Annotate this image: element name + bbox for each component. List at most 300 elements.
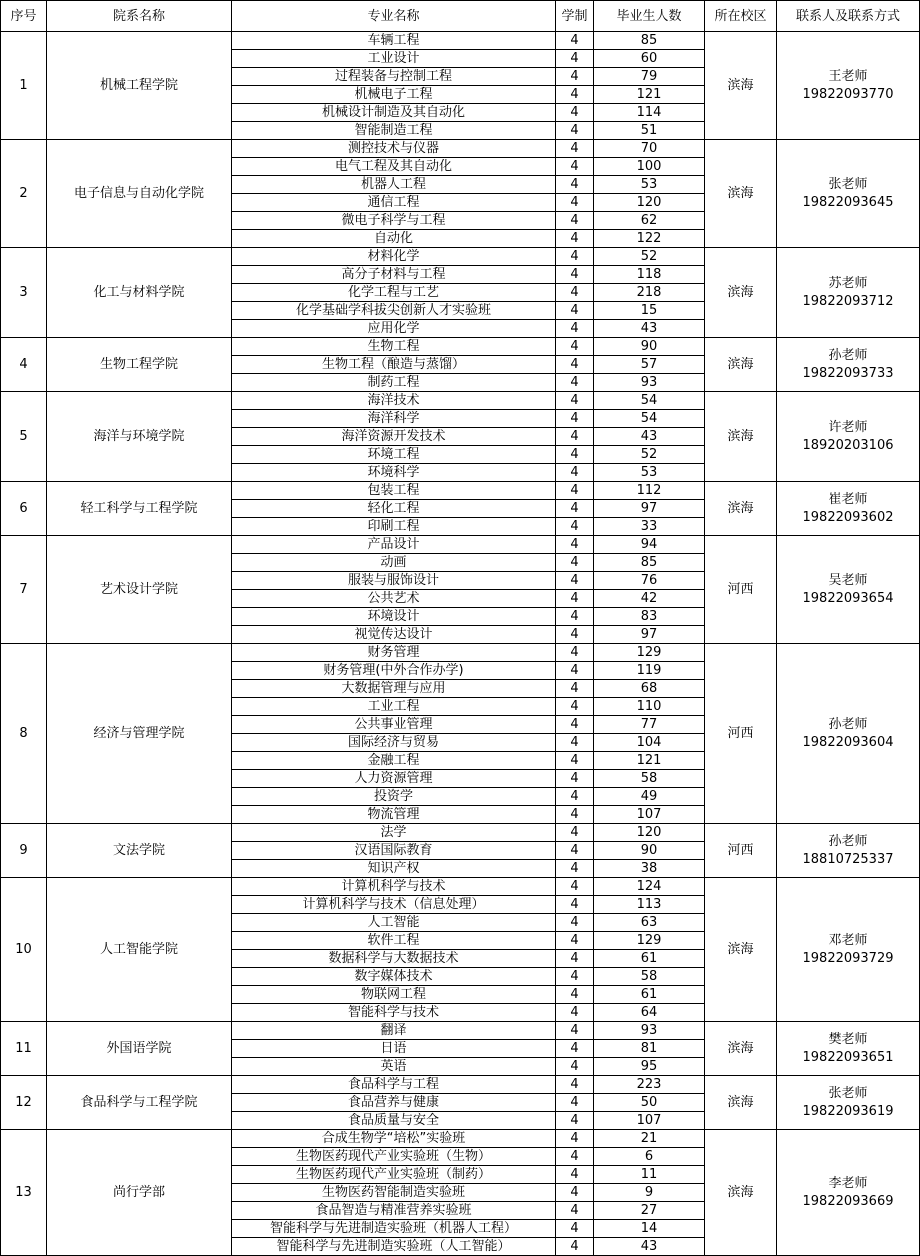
major-name: 汉语国际教育 [232,842,556,860]
contact-cell [777,32,920,140]
graduate-count: 104 [594,734,705,752]
major-years: 4 [556,716,594,734]
college-name: 食品科学与工程学院 [47,1076,232,1130]
major-name: 生物医药现代产业实验班（生物） [232,1148,556,1166]
contact-phone: 19822093602 [802,509,894,525]
graduate-count: 119 [594,662,705,680]
table-row [1,140,920,158]
major-years: 4 [556,320,594,338]
contact-name: 张老师 [828,176,868,192]
graduate-count: 68 [594,680,705,698]
major-years: 4 [556,878,594,896]
contact-name: 邓老师 [828,932,868,948]
major-years: 4 [556,590,594,608]
major-name: 高分子材料与工程 [232,266,556,284]
major-name: 智能制造工程 [232,122,556,140]
major-name: 财务管理(中外合作办学) [232,662,556,680]
graduate-count: 85 [594,32,705,50]
major-name: 数据科学与大数据技术 [232,950,556,968]
graduate-count: 14 [594,1220,705,1238]
table-row [1,392,920,410]
major-years: 4 [556,572,594,590]
major-name: 智能科学与先进制造实验班（机器人工程） [232,1220,556,1238]
header-major: 专业名称 [232,1,556,32]
major-years: 4 [556,1184,594,1202]
major-name: 化学工程与工艺 [232,284,556,302]
major-name: 电气工程及其自动化 [232,158,556,176]
graduate-count: 93 [594,374,705,392]
major-name: 计算机科学与技术（信息处理） [232,896,556,914]
major-name: 人力资源管理 [232,770,556,788]
major-years: 4 [556,734,594,752]
major-name: 印刷工程 [232,518,556,536]
major-years: 4 [556,1238,594,1256]
major-years: 4 [556,698,594,716]
graduate-count: 97 [594,626,705,644]
graduate-count: 9 [594,1184,705,1202]
major-name: 服装与服饰设计 [232,572,556,590]
contact-phone: 19822093729 [802,950,894,966]
campus: 滨海 [705,338,777,392]
major-years: 4 [556,1130,594,1148]
major-years: 4 [556,554,594,572]
major-name: 知识产权 [232,860,556,878]
major-years: 4 [556,536,594,554]
major-years: 4 [556,248,594,266]
major-years: 4 [556,680,594,698]
contact-name: 孙老师 [828,833,868,849]
graduate-count: 27 [594,1202,705,1220]
graduate-count: 90 [594,338,705,356]
contact-phone: 19822093651 [802,1049,894,1065]
major-years: 4 [556,788,594,806]
header-campus: 所在校区 [705,1,777,32]
major-years: 4 [556,986,594,1004]
graduate-count: 94 [594,536,705,554]
graduate-count: 61 [594,986,705,1004]
major-years: 4 [556,1220,594,1238]
contact-phone: 19822093733 [802,365,894,381]
graduate-count: 11 [594,1166,705,1184]
major-years: 4 [556,1094,594,1112]
major-years: 4 [556,464,594,482]
graduate-count: 43 [594,428,705,446]
major-years: 4 [556,176,594,194]
graduate-count: 118 [594,266,705,284]
table-row [1,644,920,662]
graduate-count: 95 [594,1058,705,1076]
table-row [1,1130,920,1148]
table-body [1,32,920,1256]
college-name: 电子信息与自动化学院 [47,140,232,248]
graduate-count: 97 [594,500,705,518]
major-years: 4 [556,914,594,932]
major-years: 4 [556,950,594,968]
major-name: 微电子科学与工程 [232,212,556,230]
college-no: 13 [1,1130,47,1256]
college-no: 8 [1,644,47,824]
graduate-count: 77 [594,716,705,734]
contact-phone: 19822093604 [802,734,894,750]
contact-cell [777,140,920,248]
graduate-count: 120 [594,194,705,212]
major-name: 生物医药智能制造实验班 [232,1184,556,1202]
contact-phone: 18810725337 [802,851,894,867]
major-name: 翻译 [232,1022,556,1040]
college-name: 艺术设计学院 [47,536,232,644]
table-row [1,248,920,266]
major-years: 4 [556,1022,594,1040]
contact-phone: 18920203106 [802,437,894,453]
graduate-count: 61 [594,950,705,968]
table-row [1,824,920,842]
campus: 滨海 [705,32,777,140]
major-name: 包装工程 [232,482,556,500]
table-row [1,32,920,50]
major-years: 4 [556,356,594,374]
graduate-count: 120 [594,824,705,842]
graduate-count: 81 [594,1040,705,1058]
college-no: 2 [1,140,47,248]
graduate-count: 63 [594,914,705,932]
major-name: 食品营养与健康 [232,1094,556,1112]
header-row [1,1,920,32]
major-years: 4 [556,968,594,986]
campus: 滨海 [705,482,777,536]
campus: 滨海 [705,392,777,482]
graduate-count: 42 [594,590,705,608]
major-name: 数字媒体技术 [232,968,556,986]
contact-cell [777,248,920,338]
major-name: 日语 [232,1040,556,1058]
campus: 滨海 [705,248,777,338]
major-years: 4 [556,104,594,122]
major-name: 公共事业管理 [232,716,556,734]
graduate-count: 129 [594,644,705,662]
graduate-count: 83 [594,608,705,626]
major-years: 4 [556,1040,594,1058]
graduate-count: 15 [594,302,705,320]
major-years: 4 [556,122,594,140]
header-contact: 联系人及联系方式 [777,1,920,32]
college-no: 10 [1,878,47,1022]
graduate-count: 43 [594,1238,705,1256]
major-name: 法学 [232,824,556,842]
major-name: 化学基础学科拔尖创新人才实验班 [232,302,556,320]
major-name: 工业工程 [232,698,556,716]
contact-cell [777,1130,920,1256]
major-name: 环境工程 [232,446,556,464]
graduate-count: 107 [594,806,705,824]
college-name: 生物工程学院 [47,338,232,392]
major-years: 4 [556,626,594,644]
campus: 滨海 [705,140,777,248]
major-name: 英语 [232,1058,556,1076]
major-years: 4 [556,374,594,392]
graduate-count: 223 [594,1076,705,1094]
major-years: 4 [556,68,594,86]
major-name: 生物工程（酿造与蒸馏） [232,356,556,374]
major-years: 4 [556,482,594,500]
table-row [1,1076,920,1094]
major-years: 4 [556,1202,594,1220]
college-name: 轻工科学与工程学院 [47,482,232,536]
contact-name: 许老师 [828,419,868,435]
campus: 河西 [705,536,777,644]
major-name: 海洋科学 [232,410,556,428]
college-no: 12 [1,1076,47,1130]
contact-name: 王老师 [828,68,868,84]
major-years: 4 [556,446,594,464]
table-row [1,536,920,554]
college-no: 7 [1,536,47,644]
contact-name: 孙老师 [828,347,868,363]
major-years: 4 [556,860,594,878]
major-years: 4 [556,752,594,770]
contact-cell [777,392,920,482]
major-years: 4 [556,392,594,410]
major-name: 机械电子工程 [232,86,556,104]
graduate-count: 110 [594,698,705,716]
contact-cell [777,644,920,824]
graduate-count: 93 [594,1022,705,1040]
graduate-count: 38 [594,860,705,878]
major-years: 4 [556,284,594,302]
contact-cell [777,1076,920,1130]
major-years: 4 [556,410,594,428]
major-name: 环境设计 [232,608,556,626]
graduate-count: 70 [594,140,705,158]
major-name: 人工智能 [232,914,556,932]
major-years: 4 [556,770,594,788]
contact-phone: 19822093669 [802,1193,894,1209]
graduate-count: 43 [594,320,705,338]
campus: 滨海 [705,878,777,1022]
major-name: 机械设计制造及其自动化 [232,104,556,122]
header-years: 学制 [556,1,594,32]
college-no: 9 [1,824,47,878]
graduate-count: 129 [594,932,705,950]
major-name: 通信工程 [232,194,556,212]
header-no: 序号 [1,1,47,32]
contact-cell [777,338,920,392]
major-years: 4 [556,500,594,518]
graduate-count: 121 [594,752,705,770]
major-name: 生物工程 [232,338,556,356]
major-years: 4 [556,158,594,176]
graduate-count: 33 [594,518,705,536]
college-no: 3 [1,248,47,338]
major-name: 投资学 [232,788,556,806]
graduate-count: 54 [594,410,705,428]
major-years: 4 [556,266,594,284]
major-name: 机器人工程 [232,176,556,194]
graduate-count: 100 [594,158,705,176]
major-name: 金融工程 [232,752,556,770]
major-name: 大数据管理与应用 [232,680,556,698]
major-name: 海洋资源开发技术 [232,428,556,446]
graduate-count: 90 [594,842,705,860]
graduate-count: 121 [594,86,705,104]
major-years: 4 [556,32,594,50]
campus: 滨海 [705,1076,777,1130]
graduate-count: 52 [594,248,705,266]
major-name: 环境科学 [232,464,556,482]
major-name: 动画 [232,554,556,572]
contact-phone: 19822093770 [802,86,894,102]
campus: 滨海 [705,1022,777,1076]
major-years: 4 [556,302,594,320]
graduate-count: 6 [594,1148,705,1166]
graduate-count: 57 [594,356,705,374]
major-years: 4 [556,140,594,158]
major-years: 4 [556,932,594,950]
contact-name: 孙老师 [828,716,868,732]
major-years: 4 [556,806,594,824]
major-name: 视觉传达设计 [232,626,556,644]
table-row [1,878,920,896]
contact-name: 吴老师 [828,572,868,588]
college-name: 文法学院 [47,824,232,878]
campus: 河西 [705,644,777,824]
major-years: 4 [556,1112,594,1130]
college-no: 11 [1,1022,47,1076]
college-name: 海洋与环境学院 [47,392,232,482]
college-name: 化工与材料学院 [47,248,232,338]
major-name: 过程装备与控制工程 [232,68,556,86]
college-name: 人工智能学院 [47,878,232,1022]
college-no: 6 [1,482,47,536]
graduate-count: 50 [594,1094,705,1112]
graduate-count: 113 [594,896,705,914]
contact-cell [777,536,920,644]
major-name: 生物医药现代产业实验班（制药） [232,1166,556,1184]
graduate-count: 64 [594,1004,705,1022]
graduate-count: 114 [594,104,705,122]
graduate-count: 218 [594,284,705,302]
graduate-count: 79 [594,68,705,86]
contact-cell [777,878,920,1022]
graduate-count: 53 [594,464,705,482]
major-name: 财务管理 [232,644,556,662]
graduate-count: 54 [594,392,705,410]
contact-name: 樊老师 [828,1031,868,1047]
campus: 滨海 [705,1130,777,1256]
graduate-count: 107 [594,1112,705,1130]
contact-cell [777,824,920,878]
major-years: 4 [556,1148,594,1166]
major-years: 4 [556,338,594,356]
graduate-count: 62 [594,212,705,230]
major-years: 4 [556,662,594,680]
graduate-count: 60 [594,50,705,68]
table-row [1,1022,920,1040]
major-name: 应用化学 [232,320,556,338]
graduate-count: 53 [594,176,705,194]
contact-phone: 19822093645 [802,194,894,210]
major-name: 海洋技术 [232,392,556,410]
major-name: 制药工程 [232,374,556,392]
major-name: 测控技术与仪器 [232,140,556,158]
major-years: 4 [556,608,594,626]
graduate-count: 52 [594,446,705,464]
major-years: 4 [556,212,594,230]
contact-phone: 19822093654 [802,590,894,606]
major-name: 软件工程 [232,932,556,950]
major-name: 食品科学与工程 [232,1076,556,1094]
major-years: 4 [556,824,594,842]
graduate-count: 58 [594,770,705,788]
major-years: 4 [556,644,594,662]
major-name: 轻化工程 [232,500,556,518]
major-name: 产品设计 [232,536,556,554]
graduate-count: 122 [594,230,705,248]
major-name: 合成生物学“培松”实验班 [232,1130,556,1148]
college-name: 外国语学院 [47,1022,232,1076]
graduate-count: 49 [594,788,705,806]
major-name: 车辆工程 [232,32,556,50]
graduate-count: 58 [594,968,705,986]
college-no: 1 [1,32,47,140]
major-name: 国际经济与贸易 [232,734,556,752]
major-name: 材料化学 [232,248,556,266]
major-years: 4 [556,428,594,446]
major-years: 4 [556,1004,594,1022]
college-name: 机械工程学院 [47,32,232,140]
major-name: 公共艺术 [232,590,556,608]
college-no: 4 [1,338,47,392]
major-years: 4 [556,50,594,68]
major-years: 4 [556,1076,594,1094]
header-college: 院系名称 [47,1,232,32]
major-name: 自动化 [232,230,556,248]
contact-cell [777,1022,920,1076]
contact-name: 张老师 [828,1085,868,1101]
major-name: 食品质量与安全 [232,1112,556,1130]
table-row [1,338,920,356]
graduate-count: 76 [594,572,705,590]
contact-name: 苏老师 [828,275,868,291]
major-years: 4 [556,518,594,536]
campus: 河西 [705,824,777,878]
college-no: 5 [1,392,47,482]
major-name: 食品智造与精准营养实验班 [232,1202,556,1220]
major-name: 智能科学与先进制造实验班（人工智能） [232,1238,556,1256]
major-years: 4 [556,1058,594,1076]
graduate-count: 85 [594,554,705,572]
contact-name: 崔老师 [828,491,868,507]
graduate-count: 21 [594,1130,705,1148]
college-name: 尚行学部 [47,1130,232,1256]
graduate-count: 51 [594,122,705,140]
major-name: 物流管理 [232,806,556,824]
contact-phone: 19822093712 [802,293,894,309]
major-name: 计算机科学与技术 [232,878,556,896]
contact-phone: 19822093619 [802,1103,894,1119]
college-name: 经济与管理学院 [47,644,232,824]
major-years: 4 [556,1166,594,1184]
major-years: 4 [556,86,594,104]
major-name: 工业设计 [232,50,556,68]
contact-cell [777,482,920,536]
table-row [1,482,920,500]
header-count: 毕业生人数 [594,1,705,32]
major-name: 智能科学与技术 [232,1004,556,1022]
contact-name: 李老师 [828,1175,868,1191]
major-years: 4 [556,842,594,860]
major-years: 4 [556,896,594,914]
major-years: 4 [556,230,594,248]
